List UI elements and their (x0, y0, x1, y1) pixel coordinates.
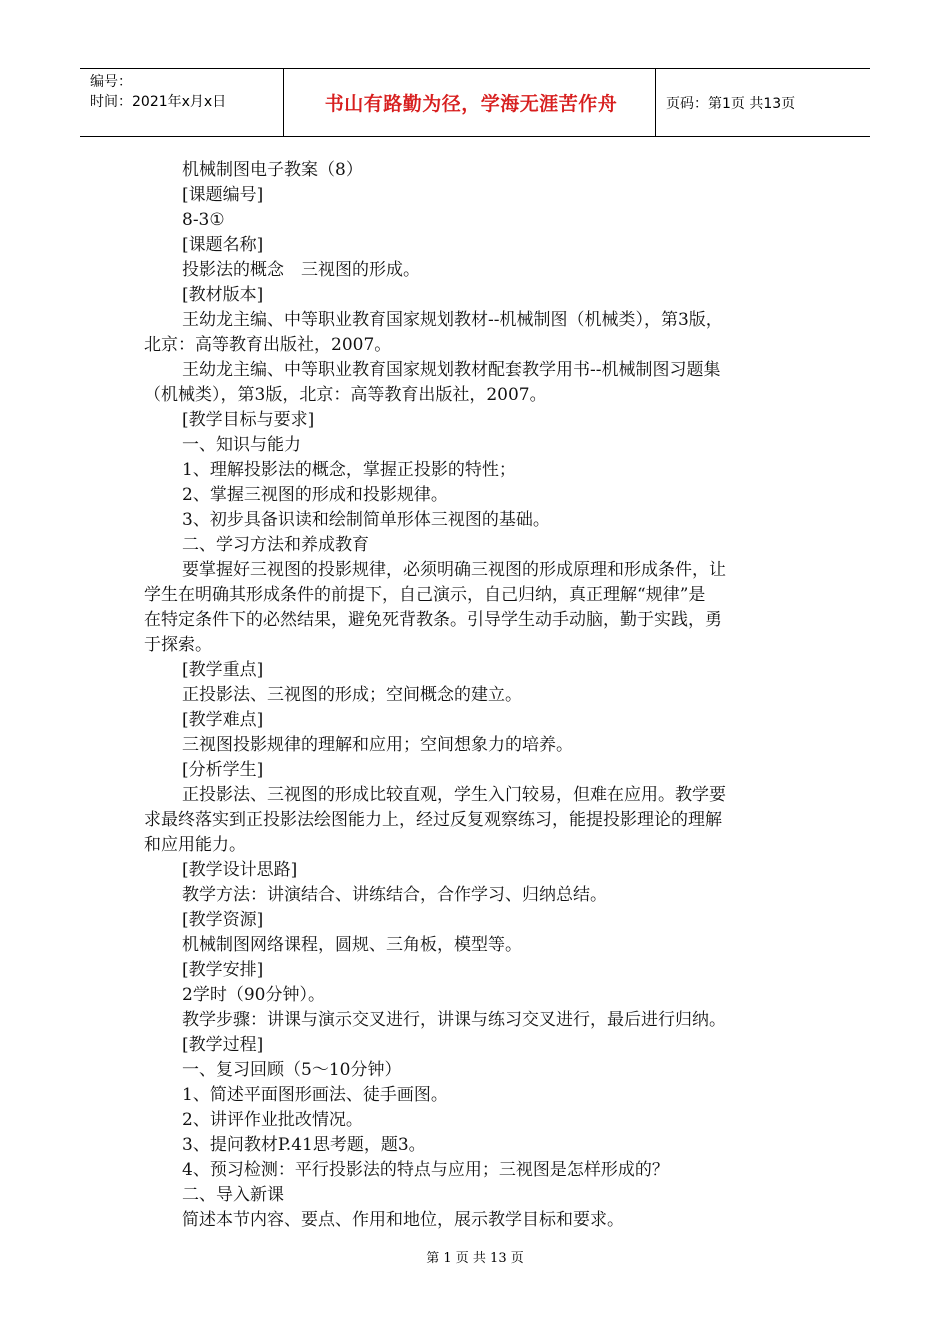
paragraph (144, 358, 814, 408)
text-line: 一、知识与能力 (182, 435, 301, 455)
text-line: 1、理解投影法的概念，掌握正投影的特性； (182, 460, 516, 480)
section-heading: [教学难点] (182, 710, 264, 730)
section-heading: [教学目标与要求] (182, 410, 315, 430)
paragraph (144, 558, 814, 658)
section-heading: [教学设计思路] (182, 860, 298, 880)
section-heading: [课题名称] (182, 235, 264, 255)
text-line: 1、简述平面图形画法、徒手画图。 (182, 1085, 448, 1105)
text-line: 机械制图网络课程，圆规、三角板，模型等。 (182, 935, 522, 955)
header-divider (655, 69, 656, 136)
text-line: 教学方法：讲演结合、讲练结合，合作学习、归纳总结。 (182, 885, 607, 905)
text-line: 8-3① (182, 210, 225, 230)
text-line: 一、复习回顾（5～10分钟） (182, 1060, 402, 1080)
paragraph-line: 学生在明确其形成条件的前提下，自己演示，自己归纳，真正理解“规律”是 (144, 585, 706, 605)
paragraph-line: 王幼龙主编、中等职业教育国家规划教材--机械制图（机械类），第3版， (182, 310, 723, 330)
section-heading: [教学安排] (182, 960, 264, 980)
header-divider (283, 69, 284, 136)
text-line: 3、提问教材P.41思考题，题3。 (182, 1135, 426, 1155)
section-heading: [教学重点] (182, 660, 264, 680)
header-meta (90, 72, 226, 112)
paragraph-line: 于探索。 (144, 635, 212, 655)
header-motto: 书山有路勤为径，学海无涯苦作舟 (324, 93, 618, 115)
paragraph-line: 要掌握好三视图的投影规律，必须明确三视图的形成原理和形成条件，让 (182, 560, 726, 580)
section-heading: [教学过程] (182, 1035, 264, 1055)
section-heading: [分析学生] (182, 760, 264, 780)
text-line: 2学时（90分钟）。 (182, 985, 325, 1005)
text-line: 4、预习检测：平行投影法的特点与应用；三视图是怎样形成的？ (182, 1160, 669, 1180)
paragraph-line: 北京：高等教育出版社，2007。 (144, 335, 392, 355)
code-label: 编号： (90, 74, 132, 90)
text-line: 三视图投影规律的理解和应用；空间想象力的培养。 (182, 735, 573, 755)
paragraph (144, 308, 814, 358)
paragraph-line: 在特定条件下的必然结果，避免死背教条。引导学生动手动脑，勤于实践，勇 (144, 610, 722, 630)
page-footer: 第 1 页 共 13 页 (426, 1251, 524, 1266)
text-line: 2、讲评作业批改情况。 (182, 1110, 363, 1130)
header-page-info: 页码：第1页 共13页 (666, 95, 796, 112)
paragraph (144, 783, 814, 858)
text-line: 二、导入新课 (182, 1185, 284, 1205)
paragraph-line: 王幼龙主编、中等职业教育国家规划教材配套教学用书--机械制图习题集 (182, 360, 721, 380)
text-line: 二、学习方法和养成教育 (182, 535, 369, 555)
paragraph-line: 正投影法、三视图的形成比较直观，学生入门较易，但难在应用。教学要 (182, 785, 726, 805)
page-header (80, 68, 870, 137)
text-line: 2、掌握三视图的形成和投影规律。 (182, 485, 448, 505)
paragraph-line: （机械类），第3版，北京：高等教育出版社，2007。 (144, 385, 547, 405)
time-label: 时间：2021年x月x日 (90, 94, 227, 110)
text-line: 简述本节内容、要点、作用和地位，展示教学目标和要求。 (182, 1210, 624, 1230)
section-heading: [课题编号] (182, 185, 264, 205)
text-line: 正投影法、三视图的形成；空间概念的建立。 (182, 685, 522, 705)
section-heading: [教学资源] (182, 910, 264, 930)
paragraph-line: 和应用能力。 (144, 835, 246, 855)
text-line: 3、初步具备识读和绘制简单形体三视图的基础。 (182, 510, 550, 530)
section-heading: [教材版本] (182, 285, 264, 305)
text-line: 投影法的概念 三视图的形成。 (182, 260, 420, 280)
text-line: 教学步骤：讲课与演示交叉进行，讲课与练习交叉进行，最后进行归纳。 (182, 1010, 726, 1030)
doc-title: 机械制图电子教案（8） (182, 160, 363, 180)
document-body (144, 158, 814, 1233)
paragraph-line: 求最终落实到正投影法绘图能力上，经过反复观察练习，能提投影理论的理解 (144, 810, 722, 830)
